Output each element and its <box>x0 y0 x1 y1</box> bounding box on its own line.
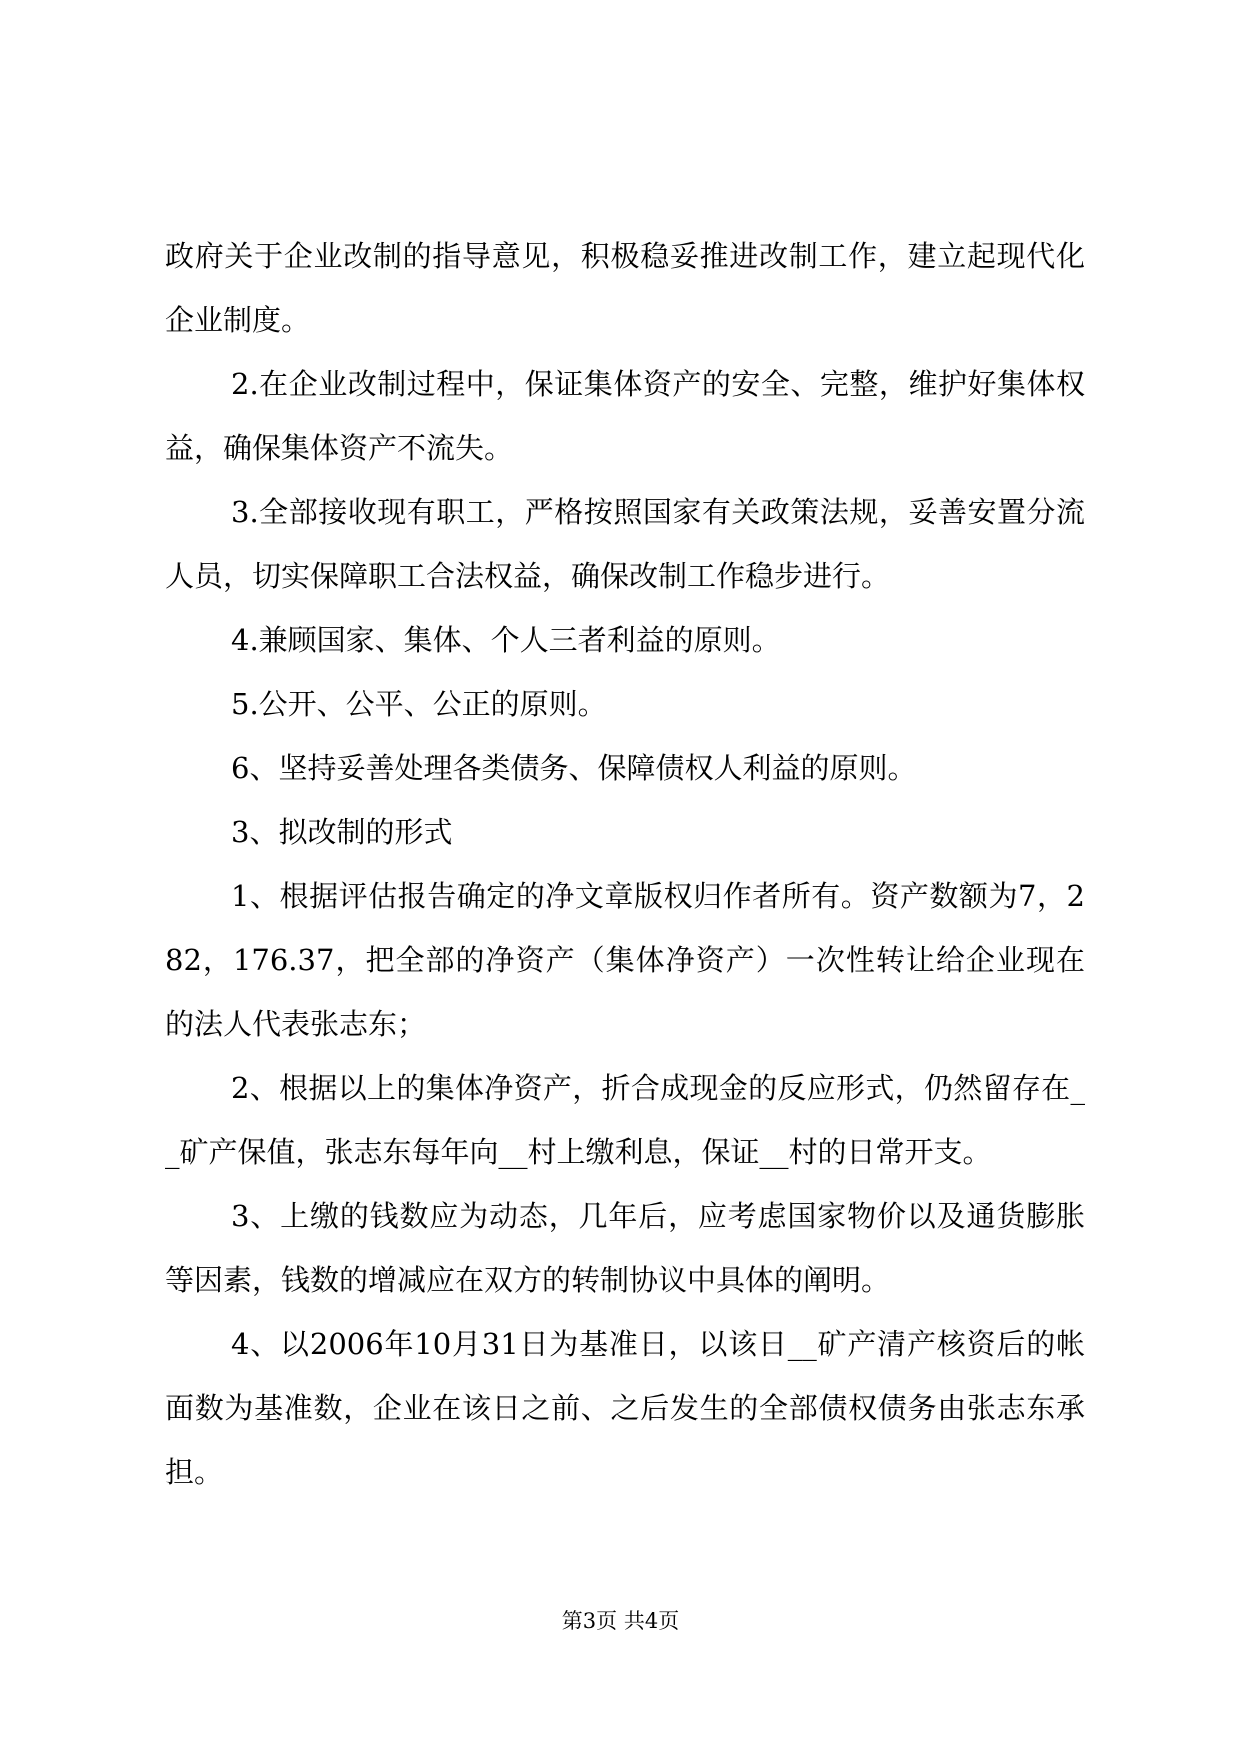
document-body <box>165 224 1085 1504</box>
paragraph-item-3: 3.全部接收现有职工，严格按照国家有关政策法规，妥善安置分流人员，切实保障职工合法权益，确保改制工作稳步进行。 <box>165 495 1085 593</box>
paragraph-form-2: 2、根据以上的集体净资产，折合成现金的反应形式，仍然留存在__矿产保值，张志东每年向__村上缴利息，保证__村的日常开支。 <box>165 1071 1085 1169</box>
page-number-footer: 第3页 共4页 <box>561 1609 680 1633</box>
paragraph-item-5: 5.公开、公平、公正的原则。 <box>231 687 607 721</box>
paragraph-item-6: 6、坚持妥善处理各类债务、保障债权人利益的原则。 <box>231 751 917 785</box>
paragraph-item-2: 2.在企业改制过程中，保证集体资产的安全、完整，维护好集体权益，确保集体资产不流失。 <box>165 367 1085 465</box>
paragraph-form-4: 4、以2006年10月31日为基准日，以该日__矿产清产核资后的帐面数为基准数，企业在该日之前、之后发生的全部债权债务由张志东承担。 <box>165 1327 1085 1489</box>
section-heading: 3、拟改制的形式 <box>231 815 453 849</box>
paragraph-continuation: 政府关于企业改制的指导意见，积极稳妥推进改制工作，建立起现代化企业制度。 <box>165 239 1085 337</box>
paragraph-item-4: 4.兼顾国家、集体、个人三者利益的原则。 <box>231 623 781 657</box>
paragraph-form-3: 3、上缴的钱数应为动态，几年后，应考虑国家物价以及通货膨胀等因素，钱数的增减应在双方的转制协议中具体的阐明。 <box>165 1199 1085 1297</box>
paragraph-form-1: 1、根据评估报告确定的净文章版权归作者所有。资产数额为7，282，176.37，把全部的净资产（集体净资产）一次性转让给企业现在的法人代表张志东； <box>165 879 1085 1041</box>
